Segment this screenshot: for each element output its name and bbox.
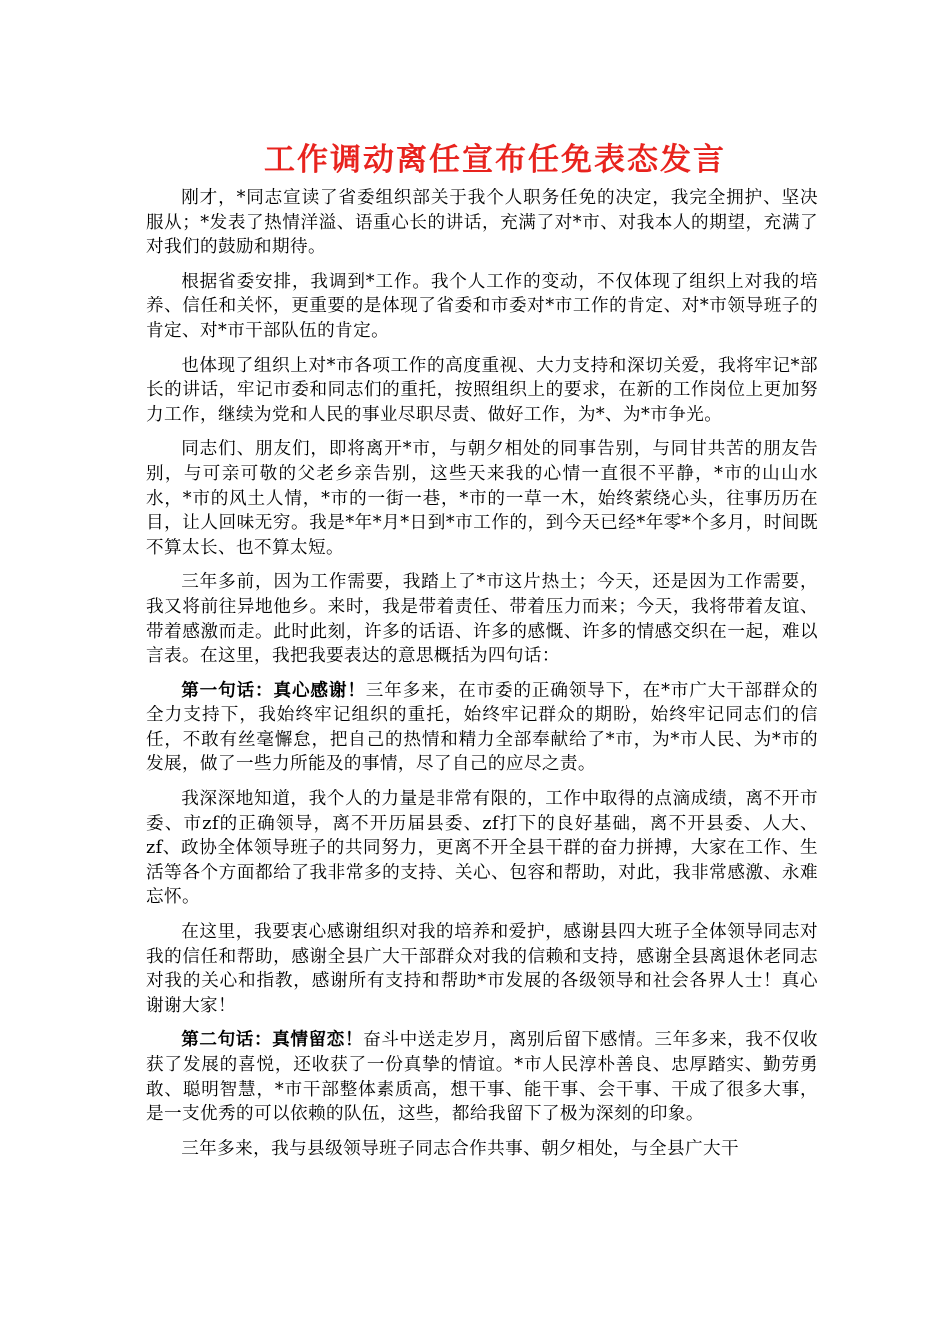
paragraph-lead: 第一句话：真心感谢！ [181, 679, 366, 701]
paragraph-text: 三年多来，在市委的正确领导下，在*市广大干部群众的全力支持下，我始终牢记组织的重托，始终牢记群众的期盼，始终牢记同志们的信任，不敢有丝毫懈怠，把自己的热情和精力全部奉献给了*市，为*市人民、为*市的发展，做了一些力所能及的事情，尽了自己的应尽之责。 [146, 680, 818, 775]
paragraph-text: 我深深地知道，我个人的力量是非常有限的，工作中取得的点滴成绩，离不开市委、市zf的正确领导，离不开历届县委、zf打下的良好基础，离不开县委、人大、zf、政协全体领导班子的共同努力，更离不开全县干群的奋力拼搏，大家在工作、生活等各个方面都给了我非常多的支持、关心、包容和帮助，对此，我非常感激、永难忘怀。 [146, 789, 818, 908]
paragraph [146, 570, 818, 668]
paragraph-lead: 第二句话：真情留恋！ [181, 1029, 364, 1051]
paragraph [146, 270, 818, 344]
paragraph [146, 354, 818, 428]
paragraph [146, 1137, 818, 1162]
document-body [146, 186, 818, 1171]
paragraph [146, 186, 818, 260]
paragraph-text: 也体现了组织上对*市各项工作的高度重视、大力支持和深切关爱，我将牢记*部长的讲话，牢记市委和同志们的重托，按照组织上的要求，在新的工作岗位上更加努力工作，继续为党和人民的事业尽职尽责、做好工作，为*、为*市争光。 [146, 355, 818, 425]
paragraph-text: 刚才，*同志宣读了省委组织部关于我个人职务任免的决定，我完全拥护、坚决服从；*发表了热情洋溢、语重心长的讲话，充满了对*市、对我本人的期望，充满了对我们的鼓励和期待。 [146, 188, 818, 258]
document-title: 工作调动离任宣布任免表态发言 [264, 142, 726, 178]
paragraph-text: 三年多来，我与县级领导班子同志合作共事、朝夕相处，与全县广大干 [181, 1138, 739, 1159]
paragraph-text: 三年多前，因为工作需要，我踏上了*市这片热土；今天，还是因为工作需要，我又将前往异地他乡。来时，我是带着责任、带着压力而来；今天，我将带着友谊、带着感激而走。此时此刻，许多的话语、许多的感慨、许多的情感交织在一起，难以言表。在这里，我把我要表达的意思概括为四句话： [146, 572, 818, 667]
paragraph [146, 437, 818, 560]
paragraph [146, 1028, 818, 1126]
paragraph-text: 同志们、朋友们，即将离开*市，与朝夕相处的同事告别，与同甘共苦的朋友告别，与可亲可敬的父老乡亲告别，这些天来我的心情一直很不平静，*市的山山水水，*市的风土人情，*市的一街一巷，*市的一草一木，始终萦绕心头，往事历历在目，让人回味无穷。我是*年*月*日到*市工作的，到今天已经*年零*个多月，时间既不算太长、也不算太短。 [146, 439, 818, 558]
paragraph-text: 奋斗中送走岁月，离别后留下感情。三年多来，我不仅收获了发展的喜悦，还收获了一份真挚的情谊。*市人民淳朴善良、忠厚踏实、勤劳勇敢、聪明智慧，*市干部整体素质高，想干事、能干事、会干事、干成了很多大事，是一支优秀的可以依赖的队伍，这些，都给我留下了极为深刻的印象。 [146, 1030, 818, 1125]
paragraph [146, 679, 818, 777]
paragraph-text: 根据省委安排，我调到*工作。我个人工作的变动，不仅体现了组织上对我的培养、信任和关怀，更重要的是体现了省委和市委对*市工作的肯定、对*市领导班子的肯定、对*市干部队伍的肯定。 [146, 271, 818, 341]
paragraph [146, 787, 818, 910]
paragraph-text: 在这里，我要衷心感谢组织对我的培养和爱护，感谢县四大班子全体领导同志对我的信任和帮助，感谢全县广大干部群众对我的信赖和支持，感谢全县离退休老同志对我的关心和指教，感谢所有支持和帮助*市发展的各级领导和社会各界人士！真心谢谢大家！ [146, 922, 818, 1016]
paragraph [146, 920, 818, 1018]
